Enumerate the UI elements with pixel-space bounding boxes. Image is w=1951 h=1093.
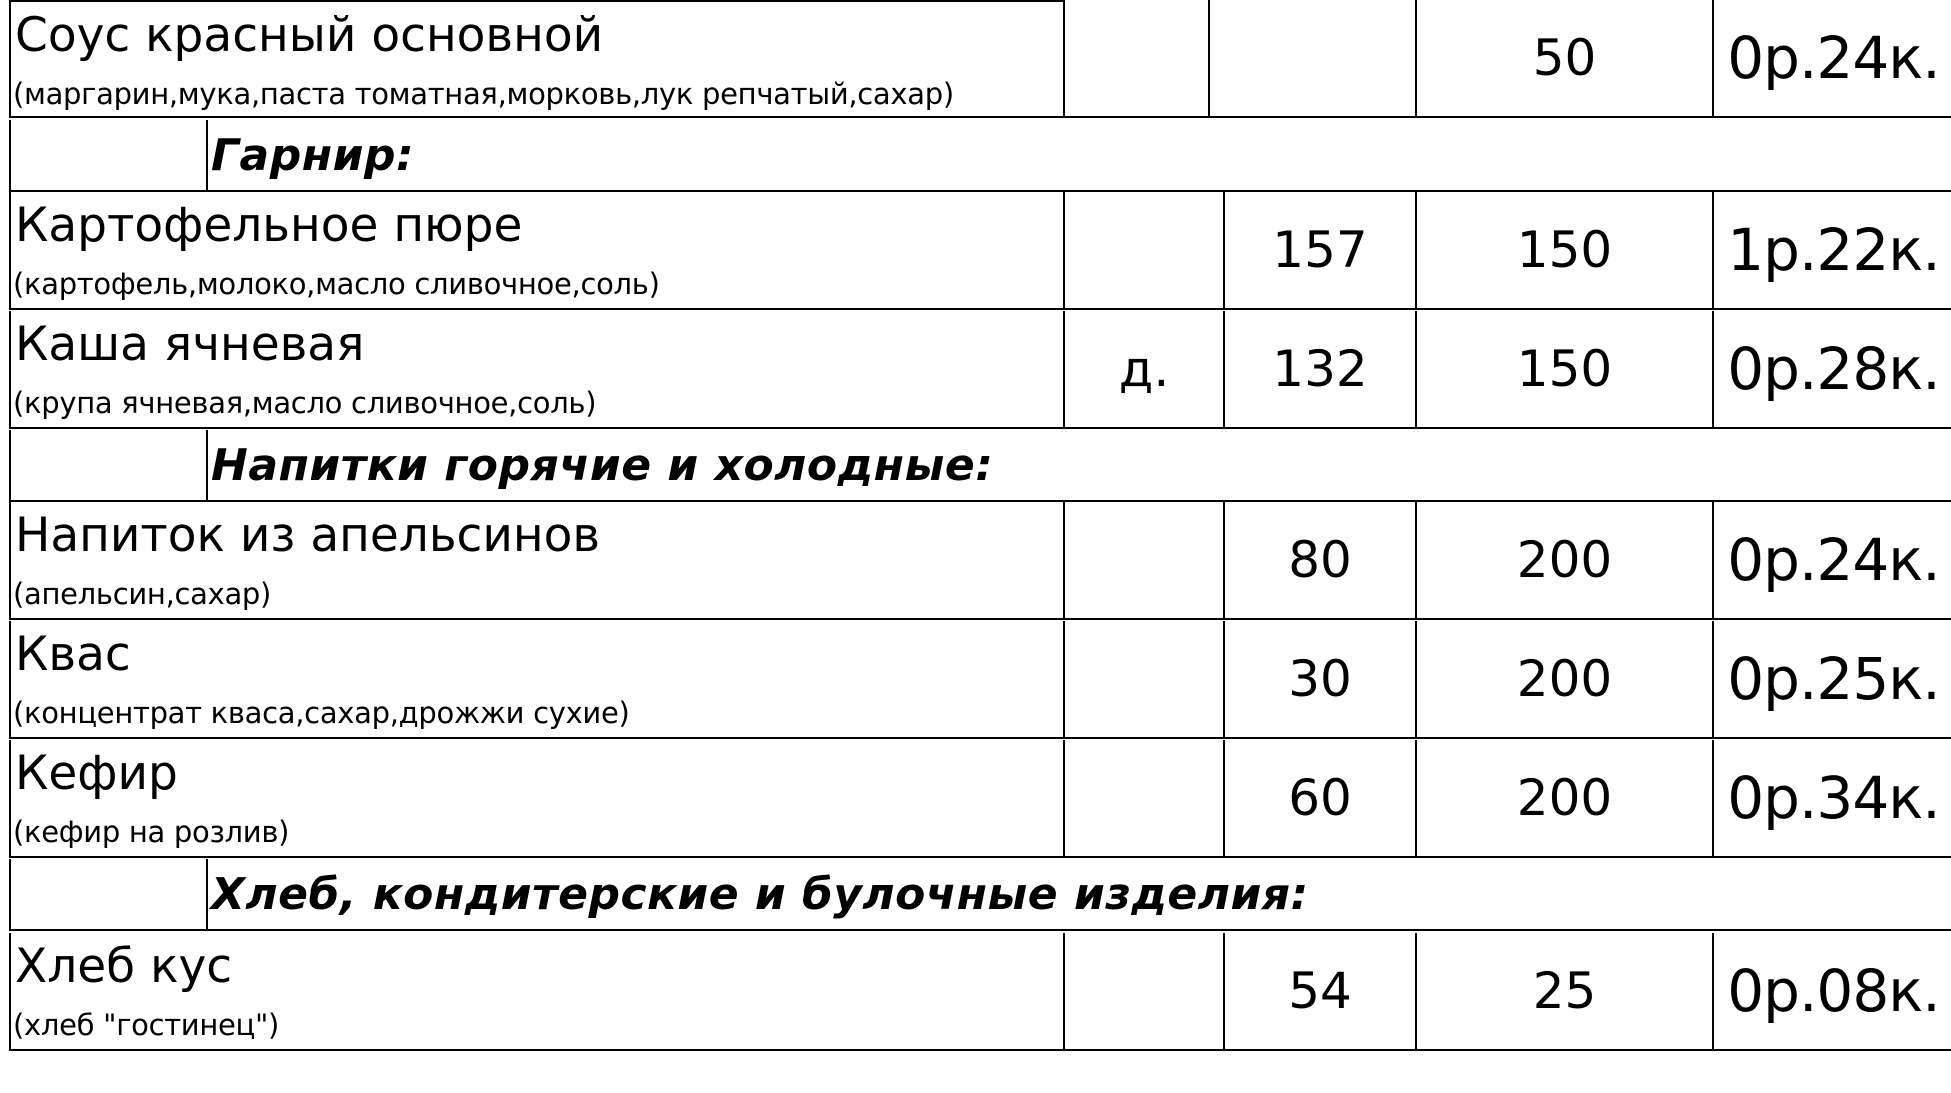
item-weight: 150 xyxy=(1417,311,1714,427)
item-name: Напиток из апельсинов xyxy=(15,508,601,563)
item-weight: 150 xyxy=(1417,192,1714,308)
item-weight: 25 xyxy=(1417,933,1714,1049)
section-indent-cell xyxy=(11,859,208,929)
item-name: Квас xyxy=(15,627,131,682)
item-price: 0р.24к. xyxy=(1727,526,1940,594)
item-weight: 200 xyxy=(1417,502,1714,618)
item-kcal: 80 xyxy=(1223,502,1417,618)
section-header-row xyxy=(9,859,1951,931)
item-name-cell xyxy=(11,502,1065,618)
item-name-cell xyxy=(11,0,1065,116)
item-kcal: 30 xyxy=(1223,621,1417,737)
item-name: Хлеб кус xyxy=(15,939,233,994)
item-name: Соус красный основной xyxy=(15,8,604,63)
section-indent-cell xyxy=(11,120,208,190)
menu-item-row xyxy=(9,0,1951,118)
item-ingredients: (апельсин,сахар) xyxy=(13,577,272,611)
item-name-cell xyxy=(11,621,1065,737)
item-weight: 200 xyxy=(1417,740,1714,856)
item-ingredients: (крупа ячневая,масло сливочное,соль) xyxy=(13,386,597,420)
menu-item-row xyxy=(9,740,1951,858)
item-name-cell xyxy=(11,192,1065,308)
item-kcal: 132 xyxy=(1223,311,1417,427)
menu-item-row xyxy=(9,192,1951,310)
menu-item-row xyxy=(9,502,1951,620)
item-price: 0р.28к. xyxy=(1727,335,1940,403)
section-title: Напитки горячие и холодные: xyxy=(211,440,994,491)
item-price: 0р.08к. xyxy=(1727,957,1940,1025)
menu-table xyxy=(9,0,1951,1052)
item-name-cell xyxy=(11,933,1065,1049)
item-ingredients: (маргарин,мука,паста томатная,морковь,лук репчатый,сахар) xyxy=(13,77,954,111)
item-mark xyxy=(1065,740,1223,856)
item-name-cell xyxy=(11,740,1065,856)
section-title: Хлеб, кондитерские и булочные изделия: xyxy=(211,869,1309,920)
item-mark xyxy=(1065,621,1223,737)
item-ingredients: (концентрат кваса,сахар,дрожжи сухие) xyxy=(13,696,630,730)
item-mark xyxy=(1065,0,1223,116)
item-ingredients: (кефир на розлив) xyxy=(13,815,290,849)
item-ingredients: (хлеб "гостинец") xyxy=(13,1008,280,1042)
item-mark xyxy=(1065,502,1223,618)
menu-item-row xyxy=(9,621,1951,739)
item-price: 0р.24к. xyxy=(1727,24,1940,92)
item-kcal: 54 xyxy=(1223,933,1417,1049)
menu-item-row xyxy=(9,933,1951,1051)
item-kcal: 157 xyxy=(1223,192,1417,308)
item-price: 1р.22к. xyxy=(1727,216,1940,284)
item-mark xyxy=(1065,192,1223,308)
item-name: Каша ячневая xyxy=(15,317,365,372)
item-name: Кефир xyxy=(15,746,178,801)
section-indent-cell xyxy=(11,430,208,500)
item-price: 0р.34к. xyxy=(1727,764,1940,832)
item-mark: д. xyxy=(1118,340,1170,398)
item-mark xyxy=(1065,933,1223,1049)
item-ingredients: (картофель,молоко,масло сливочное,соль) xyxy=(13,267,660,301)
section-header-row xyxy=(9,120,1951,192)
item-kcal xyxy=(1208,0,1417,116)
menu-item-row xyxy=(9,311,1951,429)
item-weight: 50 xyxy=(1417,0,1714,116)
item-name: Картофельное пюре xyxy=(15,198,523,253)
item-kcal: 60 xyxy=(1223,740,1417,856)
item-weight: 200 xyxy=(1417,621,1714,737)
section-title: Гарнир: xyxy=(211,130,415,181)
section-header-row xyxy=(9,430,1951,502)
item-price: 0р.25к. xyxy=(1727,645,1940,713)
item-name-cell xyxy=(11,311,1065,427)
